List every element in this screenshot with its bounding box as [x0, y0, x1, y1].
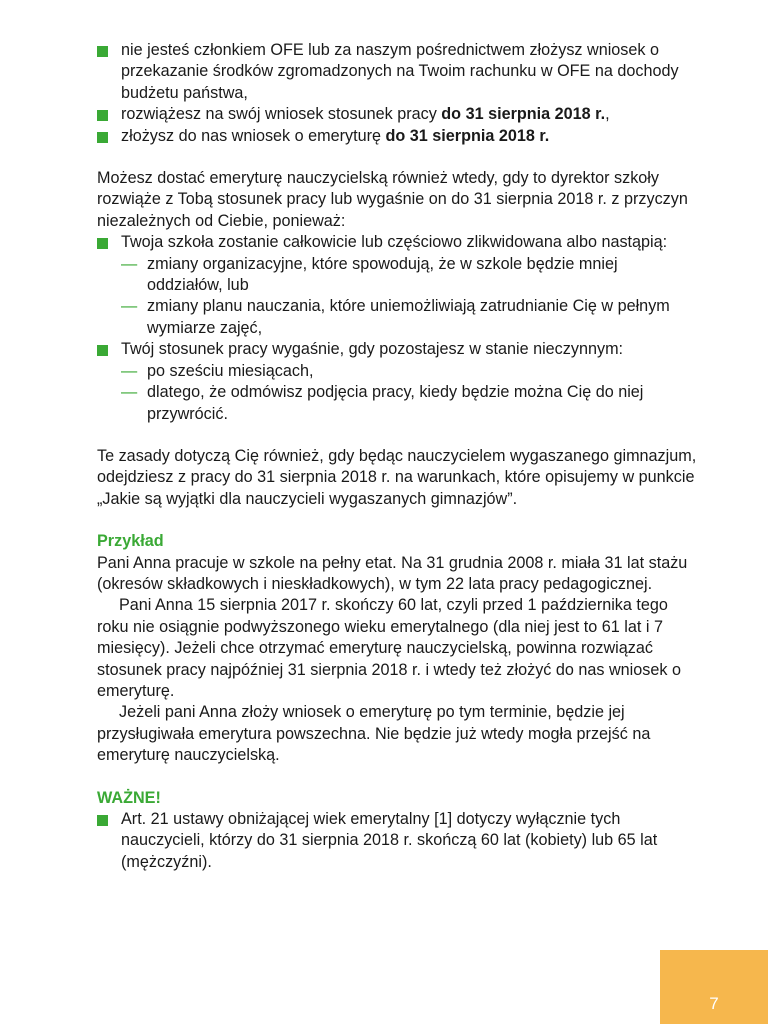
paragraph: Te zasady dotyczą Cię również, gdy będąc nauczycielem wygaszanego gimnazjum, odejdziesz z pracy do 31 sierpnia 2018 r. na warunkach, które opisujemy w punkcie „Jakie są wyjątki dla nauczycieli wygaszanych gimnazjów”. [97, 446, 697, 508]
list-item-text: rozwiążesz na swój wniosek stosunek pracy [121, 105, 442, 124]
dash-bullet-icon: — [121, 297, 138, 316]
sub-list-item [121, 296, 697, 339]
square-bullet-icon [97, 132, 108, 143]
list-item [97, 126, 697, 147]
page-number: 7 [709, 994, 719, 1013]
list-item [97, 339, 697, 425]
square-bullet-icon [97, 345, 108, 356]
list-item-text: Art. 21 ustawy obniżającej wiek emerytalny [1] dotyczy wyłącznie tych nauczycieli, którzy do 31 sierpnia 2018 r. skończą 60 lat (kobiety) lub 65 lat (mężczyźni). [121, 810, 658, 871]
sub-list-item-text: dlatego, że odmówisz podjęcia pracy, kiedy będzie można Cię do niej przywrócić. [147, 383, 644, 423]
list-item-text: nie jesteś członkiem OFE lub za naszym pośrednictwem złożysz wniosek o przekazanie środków zgromadzonych na Twoim rachunku w OFE na dochody budżetu państwa, [121, 41, 679, 102]
square-bullet-icon [97, 238, 108, 249]
sub-list-item [121, 254, 697, 297]
list-item [97, 232, 697, 339]
paragraph: Możesz dostać emeryturę nauczycielską również wtedy, gdy to dyrektor szkoły rozwiąże z Tobą stosunek pracy lub wygaśnie on do 31 sierpnia 2018 r. z przyczyn niezależnych od Ciebie, ponieważ: [97, 169, 688, 230]
square-bullet-icon [97, 110, 108, 121]
sub-list [121, 361, 697, 425]
example-paragraph: Jeżeli pani Anna złoży wniosek o emeryturę po tym terminie, będzie jej przysługiwała emerytura powszechna. Nie będzie już wtedy mogła przejść na emeryturę nauczycielską. [97, 703, 651, 765]
list-item [97, 104, 697, 125]
page-number-box [660, 950, 768, 1024]
list-item [97, 40, 697, 104]
list-item-tail: , [605, 105, 610, 124]
square-bullet-icon [97, 815, 108, 826]
conditions-list [97, 40, 697, 147]
sub-list-item-text: po sześciu miesiącach, [147, 361, 314, 380]
sub-list-item [121, 361, 697, 382]
list-item-text: Twoja szkoła zostanie całkowicie lub częściowo zlikwidowana albo nastąpią: [121, 233, 668, 252]
dash-bullet-icon: — [121, 361, 138, 380]
list-item-text: Twój stosunek pracy wygaśnie, gdy pozostajesz w stanie nieczynnym: [121, 340, 624, 359]
reasons-list [97, 232, 697, 425]
page-content [97, 40, 697, 873]
dash-bullet-icon: — [121, 254, 138, 273]
important-heading: WAŻNE! [97, 788, 161, 807]
list-item-bold: do 31 sierpnia 2018 r. [441, 105, 606, 124]
sub-list-item-text: zmiany planu nauczania, które uniemożliwiają zatrudnianie Cię w pełnym wymiarze zajęć, [147, 297, 670, 337]
list-item-bold: do 31 sierpnia 2018 r. [385, 126, 550, 145]
list-item-text: złożysz do nas wniosek o emeryturę [121, 126, 386, 145]
sub-list-item [121, 382, 697, 425]
example-paragraph: Pani Anna pracuje w szkole na pełny etat. Na 31 grudnia 2008 r. miała 31 lat stażu (okresów składkowych i nieskładkowych), w tym 22 lata pracy pedagogicznej. [97, 553, 688, 593]
list-item [97, 809, 697, 873]
important-list [97, 809, 697, 873]
sub-list-item-text: zmiany organizacyjne, które spowodują, że w szkole będzie mniej oddziałów, lub [147, 254, 618, 295]
example-heading: Przykład [97, 532, 164, 551]
sub-list [121, 254, 697, 340]
example-paragraph: Pani Anna 15 sierpnia 2017 r. skończy 60 lat, czyli przed 1 października tego roku nie osiągnie podwyższonego wieku emerytalnego (dla niej jest to 61 lat i 7 miesięcy). Jeżeli chce otrzymać emeryturę nauczycielską, powinna rozwiązać stosunek pracy najpóźniej 31 sierpnia 2018 r. i wtedy też złożyć do nas wniosek o emeryturę. [97, 596, 681, 700]
dash-bullet-icon: — [121, 383, 138, 402]
square-bullet-icon [97, 46, 108, 57]
